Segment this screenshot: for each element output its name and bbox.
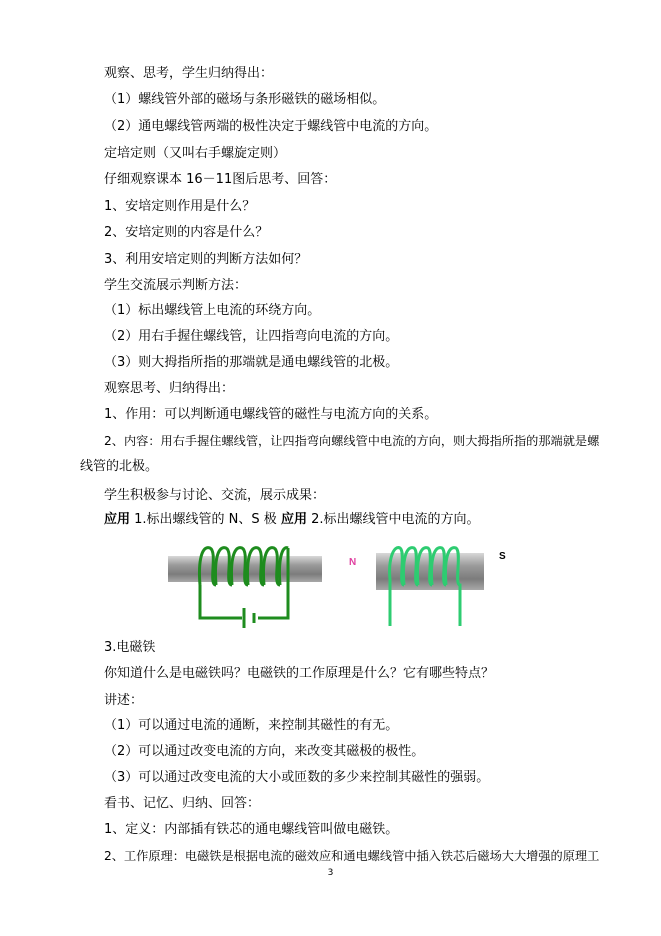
text-line: 观察、思考，学生归纳得出： (104, 66, 274, 81)
text-line: 观察思考、归纳得出： (104, 381, 235, 396)
solenoid-diagram (168, 540, 518, 640)
text-line: 1、安培定则作用是什么？ (104, 199, 256, 214)
solenoid-figure (168, 540, 518, 640)
text-line: （3）可以通过改变电流的大小或匝数的多少来控制其磁性的强弱。 (104, 770, 490, 785)
application-label-1: 应用 (104, 512, 131, 527)
text-line: 你知道什么是电磁铁吗？电磁铁的工作原理是什么？它有哪些特点？ (104, 666, 495, 681)
text-line: 定培定则（又叫右手螺旋定则） (104, 146, 287, 161)
text-line: 看书、记忆、归纳、回答： (104, 796, 261, 811)
text-line: 3、利用安培定则的判断方法如何？ (104, 252, 308, 267)
text-line: 讲述： (104, 693, 144, 708)
text-line: 学生交流展示判断方法： (104, 278, 248, 293)
text-line: （3）则大拇指所指的那端就是通电螺线管的北极。 (104, 355, 399, 370)
application-label-2: 应用 (280, 512, 307, 527)
text-line: 1、作用：可以判断通电螺线管的磁性与电流方向的关系。 (104, 407, 438, 422)
application-text-1: 1.标出螺线管的 N、S 极 (130, 512, 281, 527)
text-line: （1）标出螺线管上电流的环绕方向。 (104, 303, 321, 318)
text-line: （1）螺线管外部的磁场与条形磁铁的磁场相似。 (104, 92, 386, 107)
section-heading: 3.电磁铁 (104, 640, 156, 655)
pole-s-label: S (499, 551, 506, 562)
text-line: （2）用右手握住螺线管，让四指弯向电流的方向。 (104, 329, 399, 344)
text-line: 2、工作原理：电磁铁是根据电流的磁效应和通电螺线管中插入铁芯后磁场大大增强的原理工 (104, 849, 600, 863)
text-line: （2）通电螺线管两端的极性决定于螺线管中电流的方向。 (104, 119, 438, 134)
page-number: 3 (327, 868, 334, 878)
text-line: 线管的北极。 (80, 459, 159, 474)
text-line: 2、内容：用右手握住螺线管，让四指弯向螺线管中电流的方向，则大拇指所指的那端就是螺 (104, 434, 600, 448)
text-line: （1）可以通过电流的通断，来控制其磁性的有无。 (104, 718, 399, 733)
application-text-2: 2.标出螺线管中电流的方向。 (306, 512, 480, 527)
application-line (104, 512, 480, 528)
text-line: 学生积极参与讨论、交流，展示成果： (104, 488, 326, 503)
text-line: （2）可以通过改变电流的方向，来改变其磁极的极性。 (104, 744, 425, 759)
text-line: 仔细观察课本 16－11图后思考、回答： (104, 172, 337, 187)
text-line: 1、定义：内部插有铁芯的通电螺线管叫做电磁铁。 (104, 822, 399, 837)
pole-n-label: N (349, 557, 357, 568)
text-line: 2、安培定则的内容是什么？ (104, 225, 269, 240)
